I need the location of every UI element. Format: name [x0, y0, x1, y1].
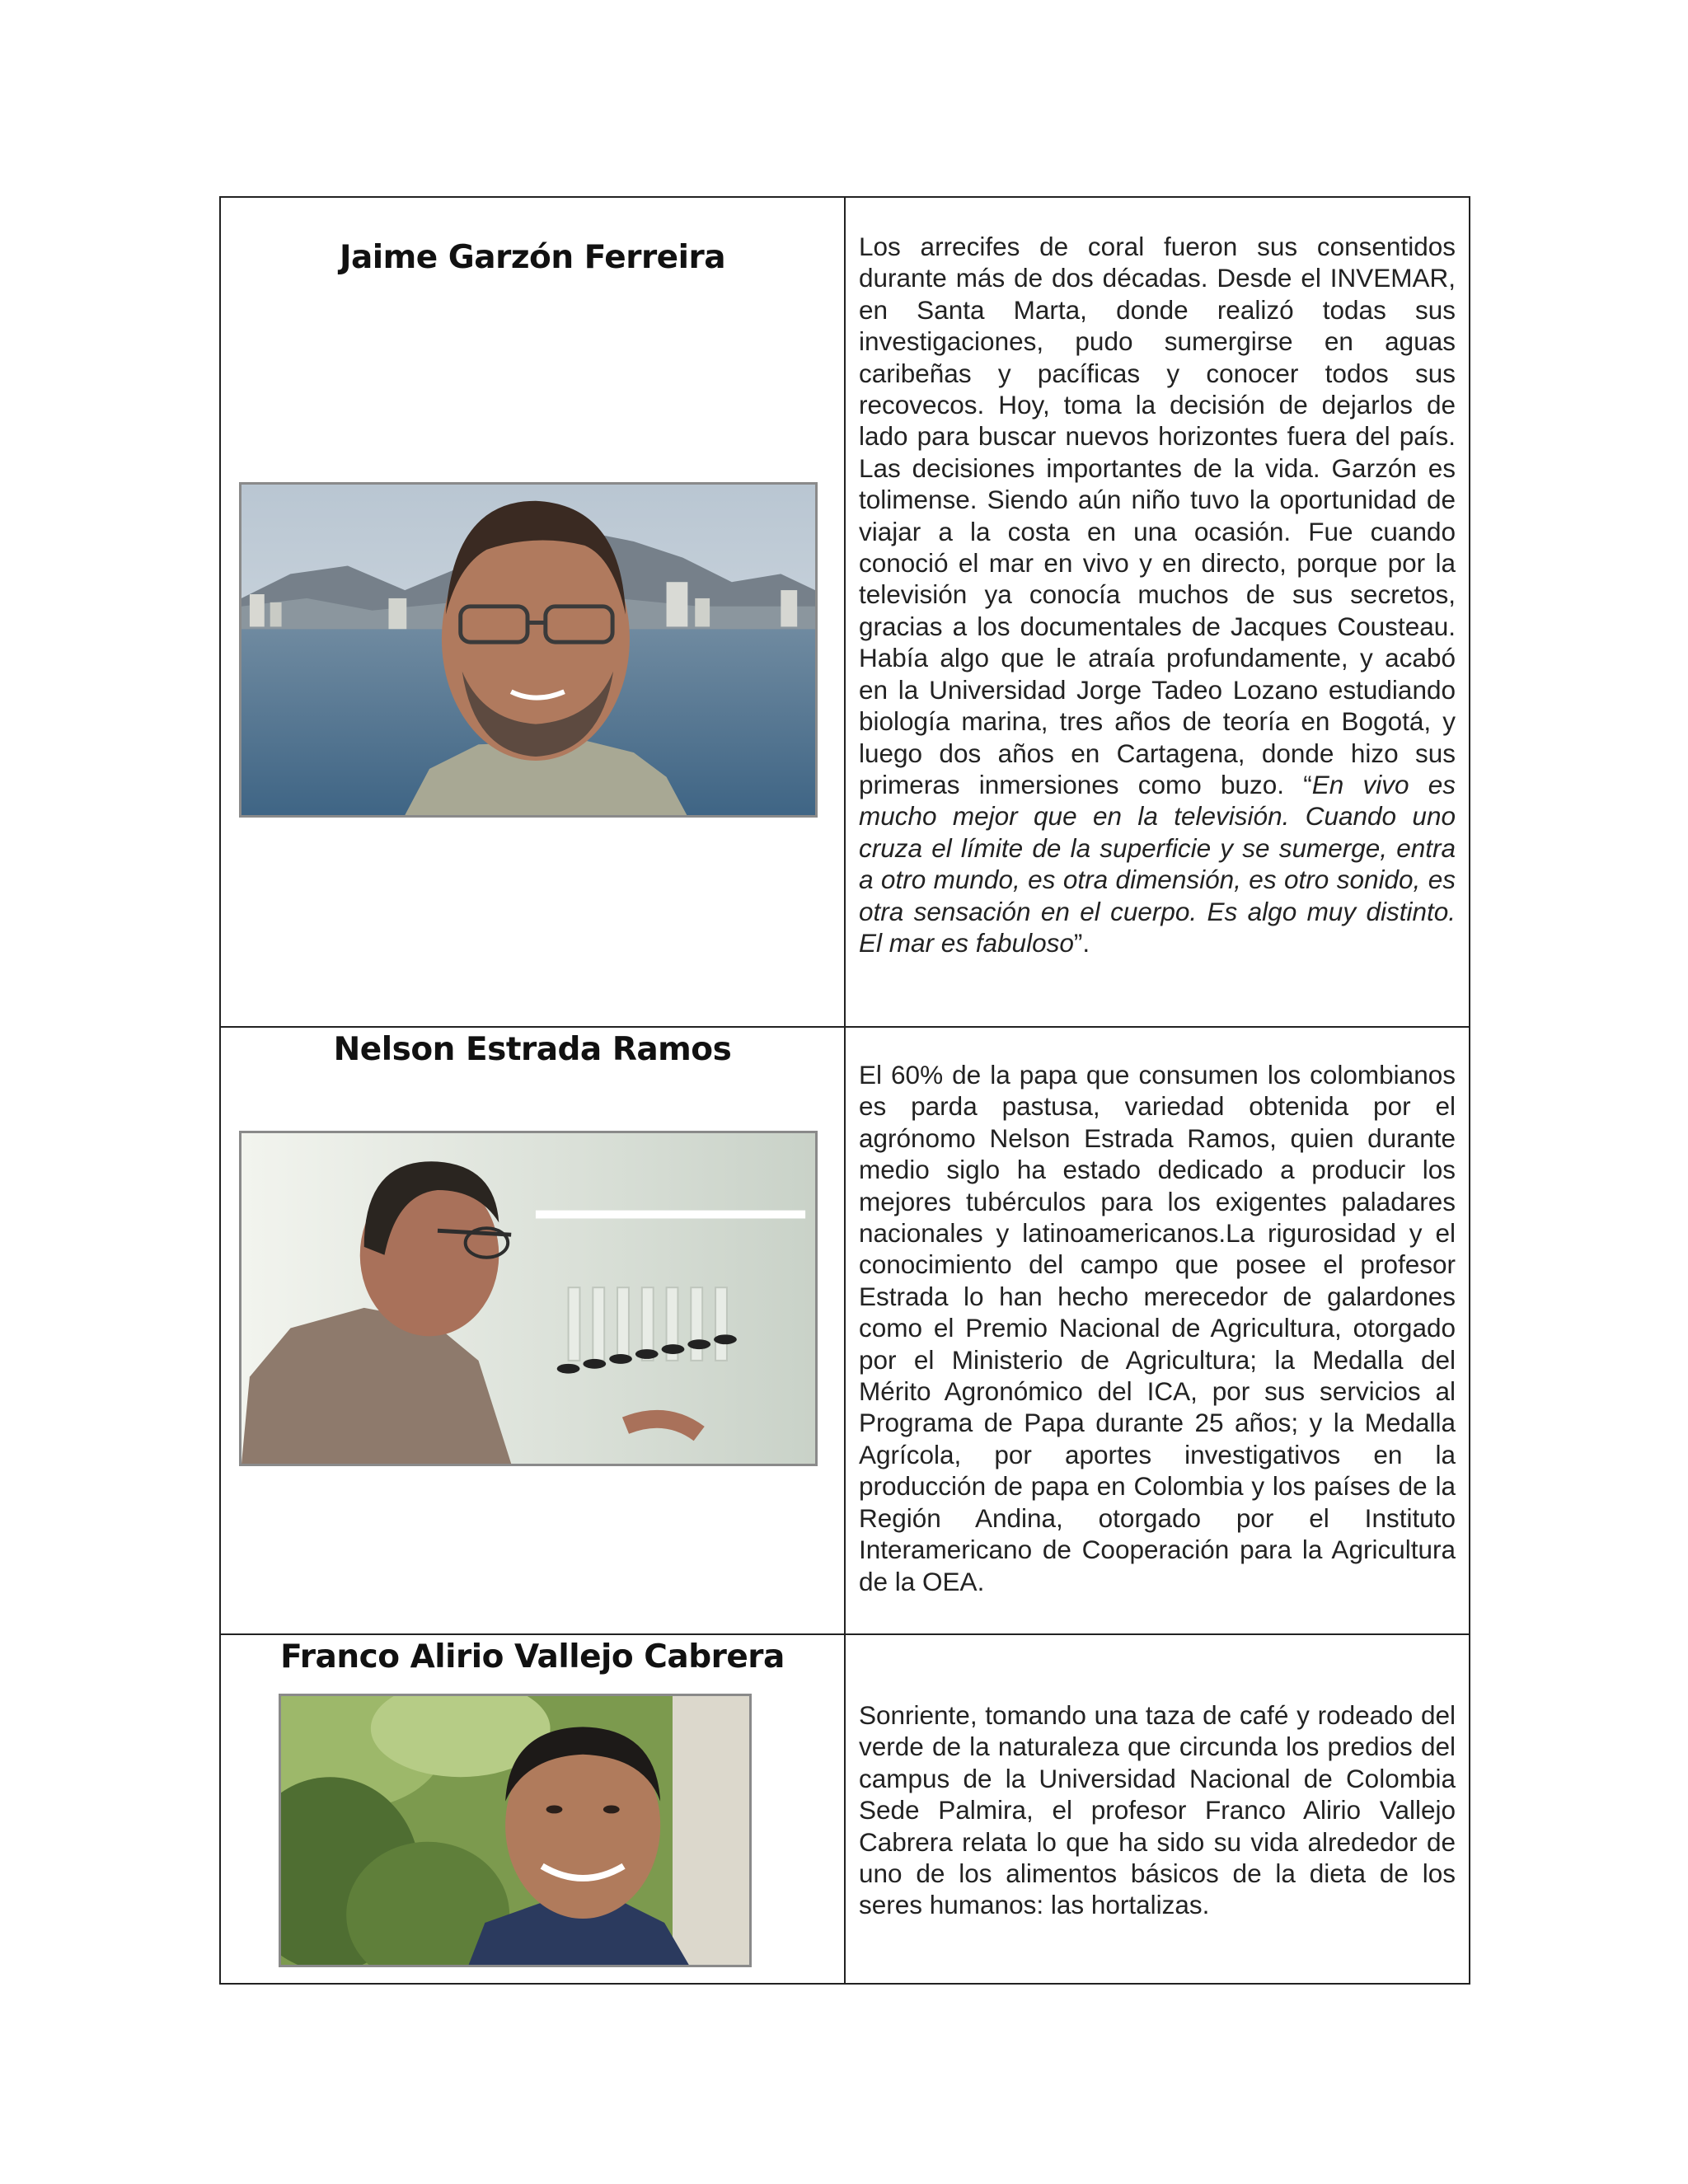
profile-bio: El 60% de la papa que consumen los colombianos es parda pastusa, variedad obtenida por el agrónomo Nelson Estrada Ramos, quien durante medio siglo ha estado dedicado a producir los mejores tubérculos para los exigentes paladares nacionales y latinoamericanos.La rigurosidad y el conocimiento del campo que posee el profesor Estrada lo han hecho merecedor de galardones como el Premio Nacional de Agricultura, otorgado por el Ministerio de Agricultura; la Medalla del Mérito Agronómico del ICA, por sus servicios al Programa de Papa durante 25 años; y la Medalla Agrícola, por aportes investigativos en la producción de papa en Colombia y los países de la Región Andina, otorgado por el Instituto Interamericano de Cooperación para la Agricultura de la OEA. [858, 1060, 1456, 1596]
profile-right-cell [845, 1634, 1470, 1984]
bio-text-end: ”. [1073, 927, 1090, 958]
portrait-image [241, 1133, 815, 1464]
profile-left-cell [220, 1634, 845, 1984]
bio-quote: En vivo es mucho mejor que en la televisión. Cuando uno cruza el límite de la superficie y se sumerge, entra a otro mundo, es otra dimensión, es otro sonido, es otra sensación en el cuerpo. Es algo muy distinto. El mar es fabuloso [858, 769, 1456, 958]
profile-name: Jaime Garzón Ferreira [339, 239, 726, 276]
profile-row [220, 1027, 1470, 1634]
profiles-table [219, 196, 1470, 1985]
profile-bio [846, 231, 1469, 958]
profile-photo [239, 482, 818, 818]
profile-row [220, 197, 1470, 1027]
profile-left-cell [220, 197, 845, 1027]
portrait-image [281, 1696, 749, 1965]
profile-photo [239, 1131, 818, 1466]
bio-text: Los arrecifes de coral fueron sus consentidos durante más de dos décadas. Desde el INVEMAR, en Santa Marta, donde realizó todas sus investigaciones, pudo sumergirse en aguas caribeñas y pacíficas y conocer todos sus recovecos. Hoy, toma la decisión de dejarlos de lado para buscar nuevos horizontes fuera del país. Las decisiones importantes de la vida. Garzón es tolimense. Siendo aún niño tuvo la oportunidad de viajar a la costa en una ocasión. Fue cuando conoció el mar en vivo y en directo, porque por la televisión ya conocía muchos de sus secretos, gracias a los documentales de Jacques Cousteau. Había algo que le atraía profundamente, y acabó en la Universidad Jorge Tadeo Lozano estudiando biología marina, tres años de teoría en Bogotá, y luego dos años en Cartagena, donde hizo sus primeras inmersiones como buzo. “ [858, 232, 1456, 799]
profile-left-cell [220, 1027, 845, 1634]
profile-name: Nelson Estrada Ramos [333, 1031, 732, 1068]
profile-photo [279, 1694, 752, 1967]
profile-name: Franco Alirio Vallejo Cabrera [280, 1638, 785, 1675]
profile-right-cell [845, 197, 1470, 1027]
profile-bio: Sonriente, tomando una taza de café y rodeado del verde de la naturaleza que circunda los predios del campus de la Universidad Nacional de Colombia Sede Palmira, el profesor Franco Alirio Vallejo Cabrera relata lo que ha sido su vida alrededor de uno de los alimentos básicos de la dieta de los seres humanos: las hortalizas. [858, 1700, 1456, 1920]
portrait-image [241, 485, 815, 815]
profile-right-cell [845, 1027, 1470, 1634]
profile-row [220, 1634, 1470, 1984]
